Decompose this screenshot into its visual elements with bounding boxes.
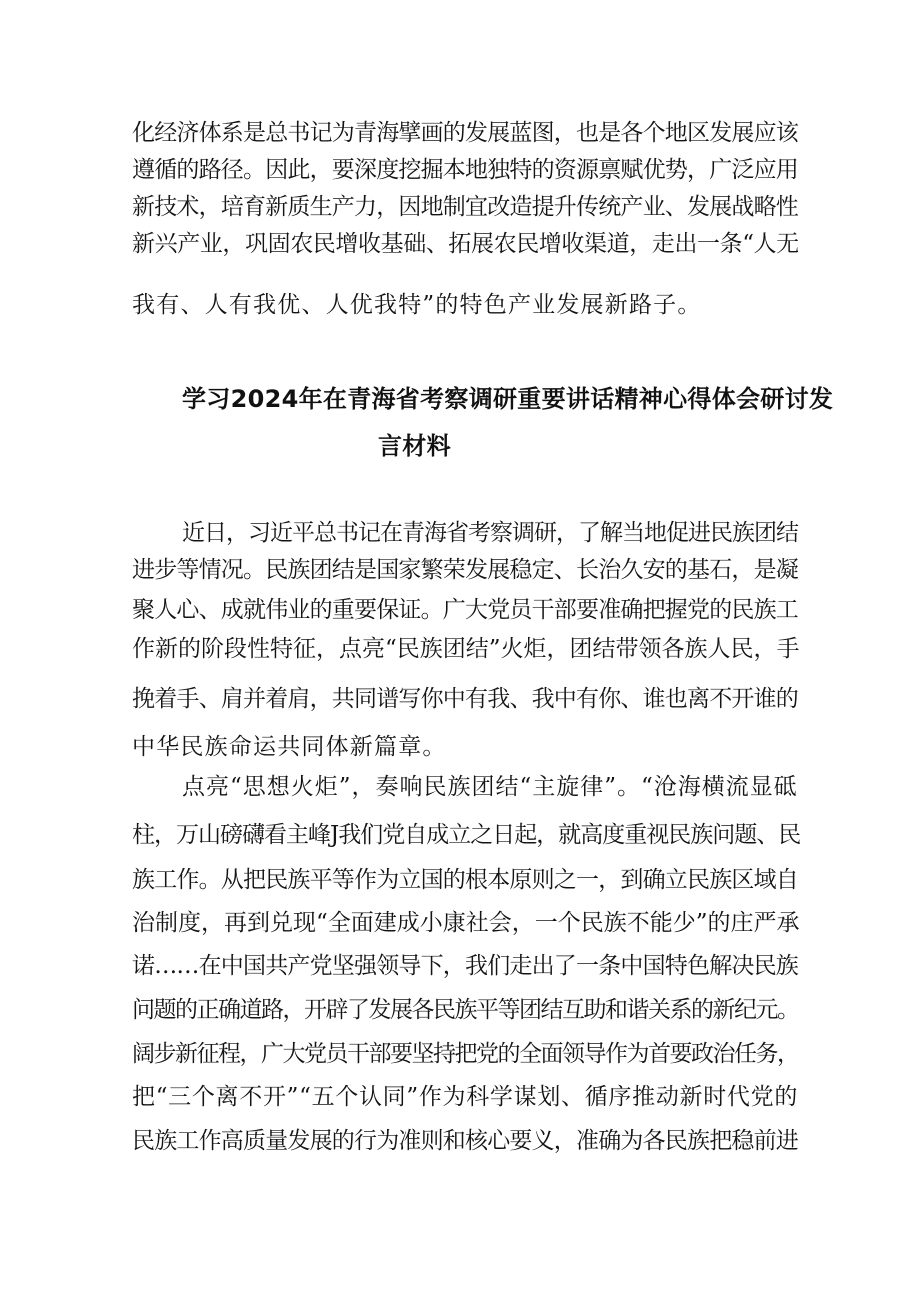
text-line: 问题的正确道路，开辟了发展各民族平等团结互助和谐关系的新纪元。 [132,997,799,1023]
text-line: 进步等情况。民族团结是国家繁荣发展稳定、长治久安的基石，是凝 [132,557,799,583]
text-line: 我有、人有我优、人优我特”的特色产业发展新路子。 [132,292,702,318]
text-line: 作新的阶段性特征，点亮“民族团结”火炬，团结带领各族人民，手 [132,636,800,662]
title-line-1: 学习2024年在青海省考察调研重要讲话精神心得体会研讨发 [182,385,834,413]
title-line-2: 言材料 [378,432,451,460]
text-line: 点亮“思想火炬”，奏响民族团结“主旋律”。“沧海横流显砥 [182,774,798,800]
text-line: 中华民族命运共同体新篇章。 [132,734,447,760]
text-line: 挽着手、肩并着肩，共同谱写你中有我、我中有你、谁也离不开谁的 [132,686,799,712]
text-line: 阔步新征程，广大党员干部要坚持把党的全面领导作为首要政治任务， [132,1041,799,1067]
text-line: 近日，习近平总书记在青海省考察调研，了解当地促进民族团结 [182,520,798,546]
text-line: 治制度，再到兑现“全面建成小康社会，一个民族不能少”的庄严承 [132,910,800,936]
text-line: 新兴产业，巩固农民增收基础、拓展农民增收渠道，走出一条“人无 [132,231,799,257]
text-line: 族工作。从把民族平等作为立国的根本原则之一，到确立民族区域自 [132,867,799,893]
text-line: 新技术，培育新质生产力，因地制宜改造提升传统产业、发展战略性 [132,194,799,220]
text-line: 诺……在中国共产党坚强领导下，我们走出了一条中国特色解决民族 [132,953,799,979]
text-line: 民族工作高质量发展的行为准则和核心要义，准确为各民族把稳前进 [132,1128,799,1154]
text-line: 把“三个离不开”“五个认同”作为科学谋划、循序推动新时代党的 [132,1084,799,1110]
text-line: 聚人心、成就伟业的重要保证。广大党员干部要准确把握党的民族工 [132,597,799,623]
text-line: 化经济体系是总书记为青海擘画的发展蓝图，也是各个地区发展应该 [132,120,799,146]
text-line: 遵循的路径。因此，要深度挖掘本地独特的资源禀赋优势，广泛应用 [132,157,799,183]
text-line: 柱，万山磅礴看主峰J我们党自成立之日起，就高度重视民族问题、民 [132,822,801,848]
